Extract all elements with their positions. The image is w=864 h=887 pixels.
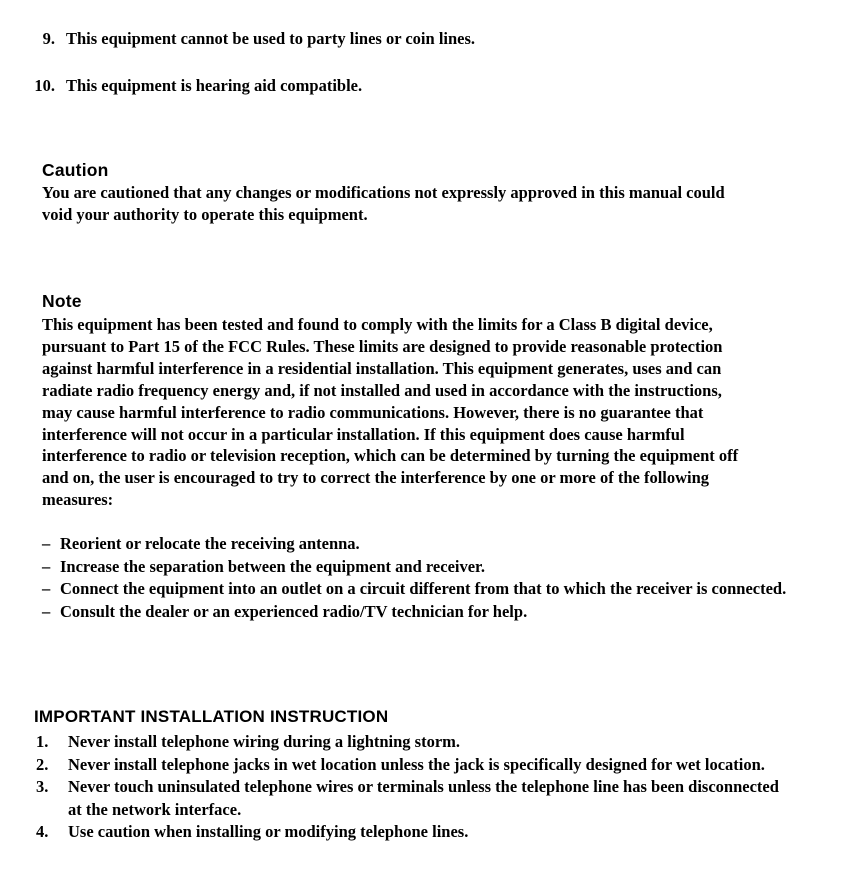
list-item: – Reorient or relocate the receiving antenna. [42, 533, 802, 556]
installation-heading: IMPORTANT INSTALLATION INSTRUCTION [34, 707, 389, 726]
caution-paragraph [42, 182, 842, 227]
installation-steps [36, 731, 796, 844]
list-number: 9. [42, 29, 55, 48]
list-item [36, 754, 796, 777]
step-number: 4. [36, 822, 49, 842]
list-item [36, 731, 796, 754]
step-text: Never touch uninsulated telephone wires or terminals unless the telephone line has been disconnected at the network interface. [68, 777, 779, 819]
paragraph-line: This equipment has been tested and found to comply with the limits for a Class B digital device, [42, 315, 713, 334]
paragraph-line: You are cautioned that any changes or modifications not expressly approved in this manual could [42, 183, 725, 202]
paragraph-line: and on, the user is encouraged to try to correct the interference by one or more of the following [42, 468, 710, 488]
list-text: This equipment is hearing aid compatible. [66, 76, 363, 95]
measures-list [42, 533, 802, 623]
paragraph-line: interference to radio or television reception, which can be determined by turning the equipment off [42, 446, 739, 466]
list-number: 10. [34, 76, 55, 95]
step-text: Use caution when installing or modifying telephone lines. [68, 822, 469, 842]
list-item: – Consult the dealer or an experienced radio/TV technician for help. [42, 601, 802, 624]
list-item: – Connect the equipment into an outlet on a circuit different from that to which the receiver is connected. [42, 578, 802, 601]
step-number: 3. [36, 777, 49, 797]
paragraph-line: may cause harmful interference to radio communications. However, there is no guarantee that [42, 402, 704, 422]
paragraph-line: void your authority to operate this equipment. [42, 205, 368, 225]
paragraph-line: against harmful interference in a residential installation. This equipment generates, uses and can [42, 358, 722, 378]
list-text: This equipment cannot be used to party lines or coin lines. [66, 29, 476, 48]
paragraph-line: pursuant to Part 15 of the FCC Rules. These limits are designed to provide reasonable protection [42, 336, 723, 356]
step-number: 1. [36, 732, 49, 751]
list-item [36, 821, 796, 844]
step-number: 2. [36, 754, 49, 774]
list-item [36, 776, 796, 821]
step-text: Never install telephone wiring during a lightning storm. [68, 732, 461, 751]
step-text: Never install telephone jacks in wet location unless the jack is specifically designed for wet location. [68, 754, 765, 774]
caution-heading: Caution [42, 160, 109, 180]
paragraph-line: measures: [42, 490, 114, 510]
paragraph-line: radiate radio frequency energy and, if not installed and used in accordance with the instructions, [42, 380, 722, 400]
note-heading: Note [42, 291, 82, 311]
note-paragraph [42, 314, 842, 511]
paragraph-line: interference will not occur in a particular installation. If this equipment does cause harmful [42, 424, 685, 444]
list-item: – Increase the separation between the equipment and receiver. [42, 556, 802, 579]
